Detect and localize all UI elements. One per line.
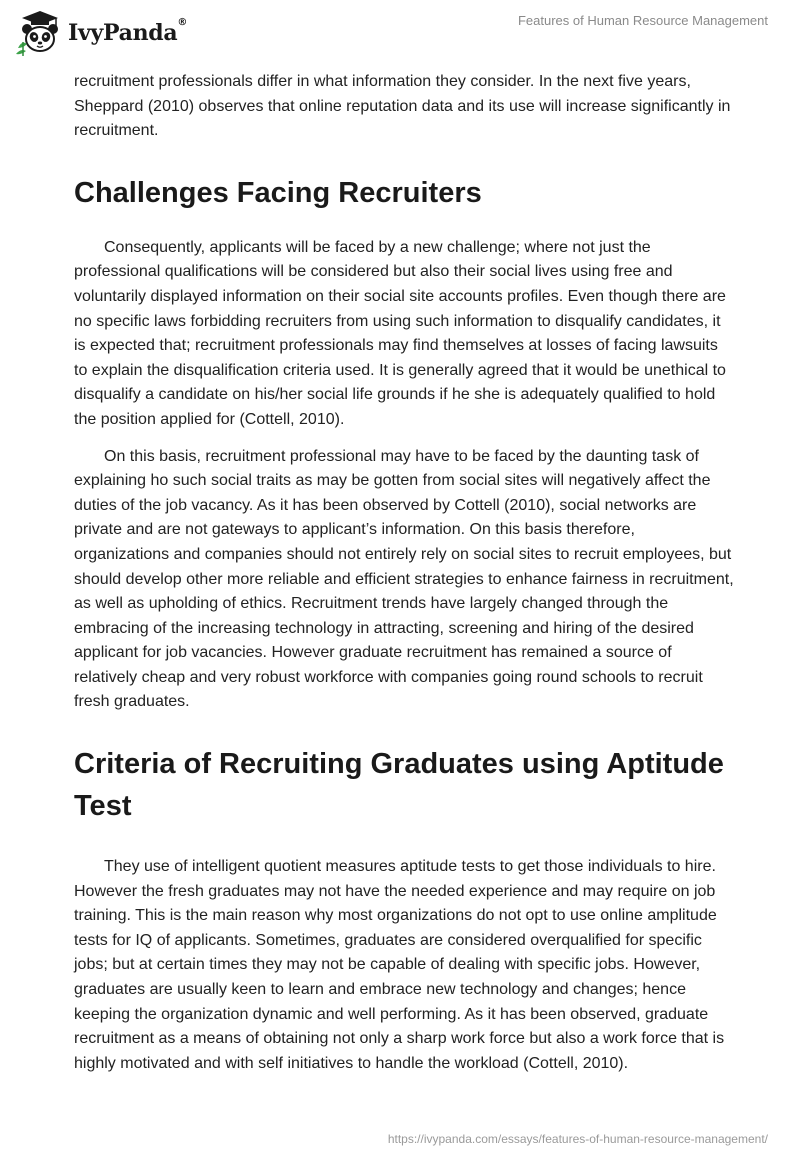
section-heading-challenges: Challenges Facing Recruiters: [74, 176, 482, 209]
body-paragraph: Consequently, applicants will be faced by a new challenge; where not just the professional qualifications will be considered but also their social lives using free and voluntarily displayed information on their social site accounts profiles. Even though there are no specific laws forbidding recruiters from using such information to disqualify candidates, it is expected that; recruitment professionals may find themselves at losses of facing lawsuits to explain the disqualification criteria used. It is generally agreed that it would be unethical to disqualify a candidate on his/her social life grounds if he she is adequately qualified to hold the position applied for (Cottell, 2010).: [74, 238, 726, 428]
panda-graduate-icon: [14, 8, 66, 56]
section-heading-criteria: Criteria of Recruiting Graduates using Aptitude Test: [74, 748, 724, 823]
registered-mark: ®: [177, 17, 188, 28]
logo-wordmark: IvyPanda®: [68, 17, 188, 46]
essay-content: [74, 70, 734, 1076]
ivypanda-logo[interactable]: [14, 8, 187, 56]
source-url-link[interactable]: https://ivypanda.com/essays/features-of-human-resource-management/: [387, 1132, 768, 1146]
document-title: Features of Human Resource Management: [517, 13, 768, 28]
intro-paragraph: recruitment professionals differ in what information they consider. In the next five years, Sheppard (2010) observes that online reputation data and its use will increase significantly in recruitment.: [74, 73, 731, 140]
body-paragraph: On this basis, recruitment professional may have to be faced by the daunting task of explaining ho such social traits as may be gotten from social sites will negatively affect the duties of the job vacancy. As it has been observed by Cottell (2010), social networks are private and are not gateways to applicant’s information. On this basis therefore, organizations and companies should not entirely rely on social sites to recruit employees, but should develop other more reliable and efficient strategies to enhance fairness in recruitment, as well as upholding of ethics. Recruitment trends have largely changed through the embracing of the increasing technology in attracting, screening and hiring of the desired applicant for job vacancies. However graduate recruitment has remained a source of relatively cheap and very robust workforce with companies going round schools to recruit fresh graduates.: [74, 447, 734, 711]
page-header: [0, 0, 800, 66]
body-paragraph: They use of intelligent quotient measures aptitude tests to get those individuals to hire. However the fresh graduates may not have the needed experience and may require on job training. This is the main reason why most organizations do not opt to use online amplitude tests for IQ of applicants. Sometimes, graduates are considered overqualified for specific jobs; but at certain times they may not be capable of dealing with specific jobs. However, graduates are usually keen to learn and embrace new technology and changes; hence keeping the organization dynamic and well performing. As it has been observed, graduate recruitment as a means of obtaining not only a sharp work force but also a work force that is highly motivated and with self initiatives to handle the workload (Cottell, 2010).: [74, 858, 725, 1072]
